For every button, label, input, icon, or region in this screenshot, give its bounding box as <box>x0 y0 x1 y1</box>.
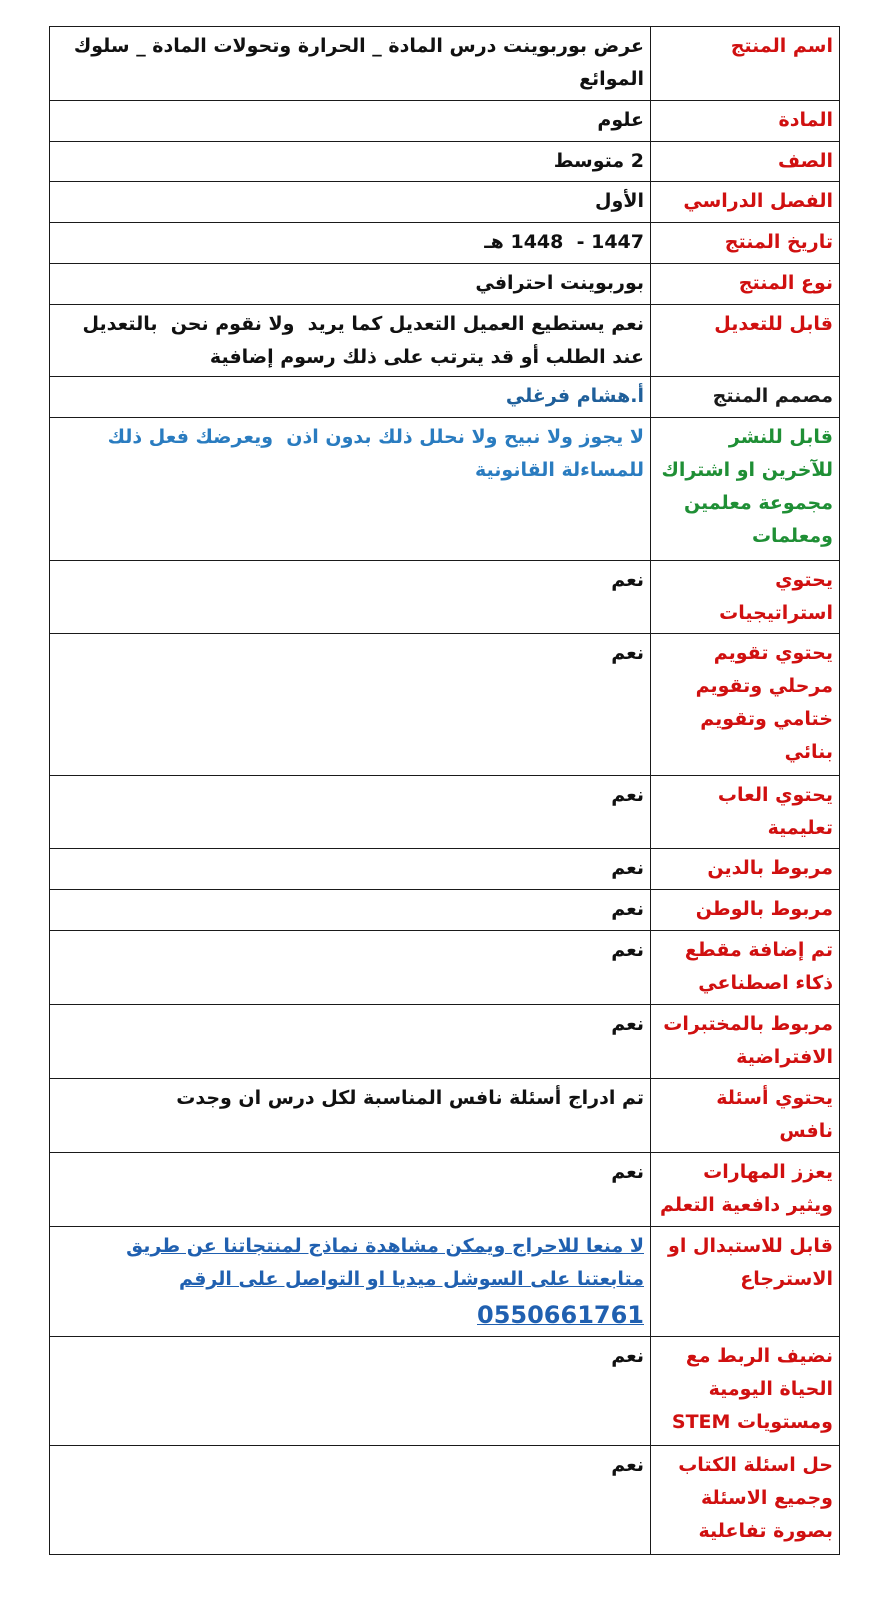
product-info-table <box>49 26 840 1555</box>
skills-value: نعم <box>50 1153 651 1227</box>
book-questions-value: نعم <box>50 1446 651 1555</box>
homeland-link-label: مربوط بالوطن <box>651 890 840 931</box>
editable-value: نعم يستطيع العميل التعديل كما يريد ولا نقوم نحن بالتعديل عند الطلب أو قد يترتب على ذلك رسوم إضافية <box>50 305 651 377</box>
designer-value: أ.هشام فرغلي <box>50 377 651 418</box>
assessment-label: يحتوي تقويم مرحلي وتقويم ختامي وتقويم بنائي <box>651 634 840 776</box>
stem-value: نعم <box>50 1337 651 1446</box>
table-row <box>50 142 840 182</box>
nafes-value: تم ادراج أسئلة نافس المناسبة لكل درس ان وجدت <box>50 1079 651 1153</box>
product-date-value: 1447 - 1448 هـ <box>50 223 651 264</box>
assessment-value: نعم <box>50 634 651 776</box>
religion-link-value: نعم <box>50 849 651 890</box>
strategies-label: يحتوي استراتيجيات <box>651 561 840 634</box>
table-row <box>50 776 840 849</box>
book-questions-label: حل اسئلة الكتاب وجميع الاسئلة بصورة تفاعلية <box>651 1446 840 1555</box>
religion-link-label: مربوط بالدين <box>651 849 840 890</box>
virtual-labs-value: نعم <box>50 1005 651 1079</box>
table-row <box>50 1227 840 1337</box>
sharing-label: قابل للنشر للآخرين او اشتراك مجموعة معلمين ومعلمات <box>651 418 840 561</box>
table-row <box>50 264 840 305</box>
sharing-value: لا يجوز ولا نبيح ولا نحلل ذلك بدون اذن ويعرضك فعل ذلك للمساءلة القانونية <box>50 418 651 561</box>
return-policy-label: قابل للاستبدال او الاسترجاع <box>651 1227 840 1337</box>
homeland-link-value: نعم <box>50 890 651 931</box>
grade-label: الصف <box>651 142 840 182</box>
designer-label: مصمم المنتج <box>651 377 840 418</box>
table-row <box>50 849 840 890</box>
table-row <box>50 223 840 264</box>
contact-phone-link[interactable]: 0550661761 <box>477 1301 644 1329</box>
table-row <box>50 1005 840 1079</box>
ai-clip-value: نعم <box>50 931 651 1005</box>
editable-label: قابل للتعديل <box>651 305 840 377</box>
games-label: يحتوي العاب تعليمية <box>651 776 840 849</box>
nafes-label: يحتوي أسئلة نافس <box>651 1079 840 1153</box>
table-row <box>50 561 840 634</box>
semester-value: الأول <box>50 182 651 223</box>
table-row <box>50 182 840 223</box>
virtual-labs-label: مربوط بالمختبرات الافتراضية <box>651 1005 840 1079</box>
product-type-value: بوربوينت احترافي <box>50 264 651 305</box>
return-policy-text[interactable]: لا منعا للاحراج ويمكن مشاهدة نماذج لمنتجاتنا عن طريق متابعتنا على السوشل ميديا او التواصل على الرقم <box>126 1235 644 1290</box>
table-row <box>50 377 840 418</box>
table-row <box>50 1446 840 1555</box>
strategies-value: نعم <box>50 561 651 634</box>
table-row <box>50 931 840 1005</box>
subject-value: علوم <box>50 101 651 142</box>
product-date-label: تاريخ المنتج <box>651 223 840 264</box>
table-row <box>50 27 840 101</box>
table-row <box>50 101 840 142</box>
semester-label: الفصل الدراسي <box>651 182 840 223</box>
table-row <box>50 305 840 377</box>
table-row <box>50 634 840 776</box>
return-policy-value[interactable] <box>50 1227 651 1337</box>
stem-label: نضيف الربط مع الحياة اليومية ومستويات STEM <box>651 1337 840 1446</box>
skills-label: يعزز المهارات ويثير دافعية التعلم <box>651 1153 840 1227</box>
subject-label: المادة <box>651 101 840 142</box>
table-row <box>50 1153 840 1227</box>
table-row <box>50 890 840 931</box>
product-type-label: نوع المنتج <box>651 264 840 305</box>
table-row <box>50 1079 840 1153</box>
games-value: نعم <box>50 776 651 849</box>
product-name-label: اسم المنتج <box>651 27 840 101</box>
ai-clip-label: تم إضافة مقطع ذكاء اصطناعي <box>651 931 840 1005</box>
grade-value: 2 متوسط <box>50 142 651 182</box>
product-name-value: عرض بوربوينت درس المادة _ الحرارة وتحولات المادة _ سلوك الموائع <box>50 27 651 101</box>
table-row <box>50 418 840 561</box>
table-row <box>50 1337 840 1446</box>
